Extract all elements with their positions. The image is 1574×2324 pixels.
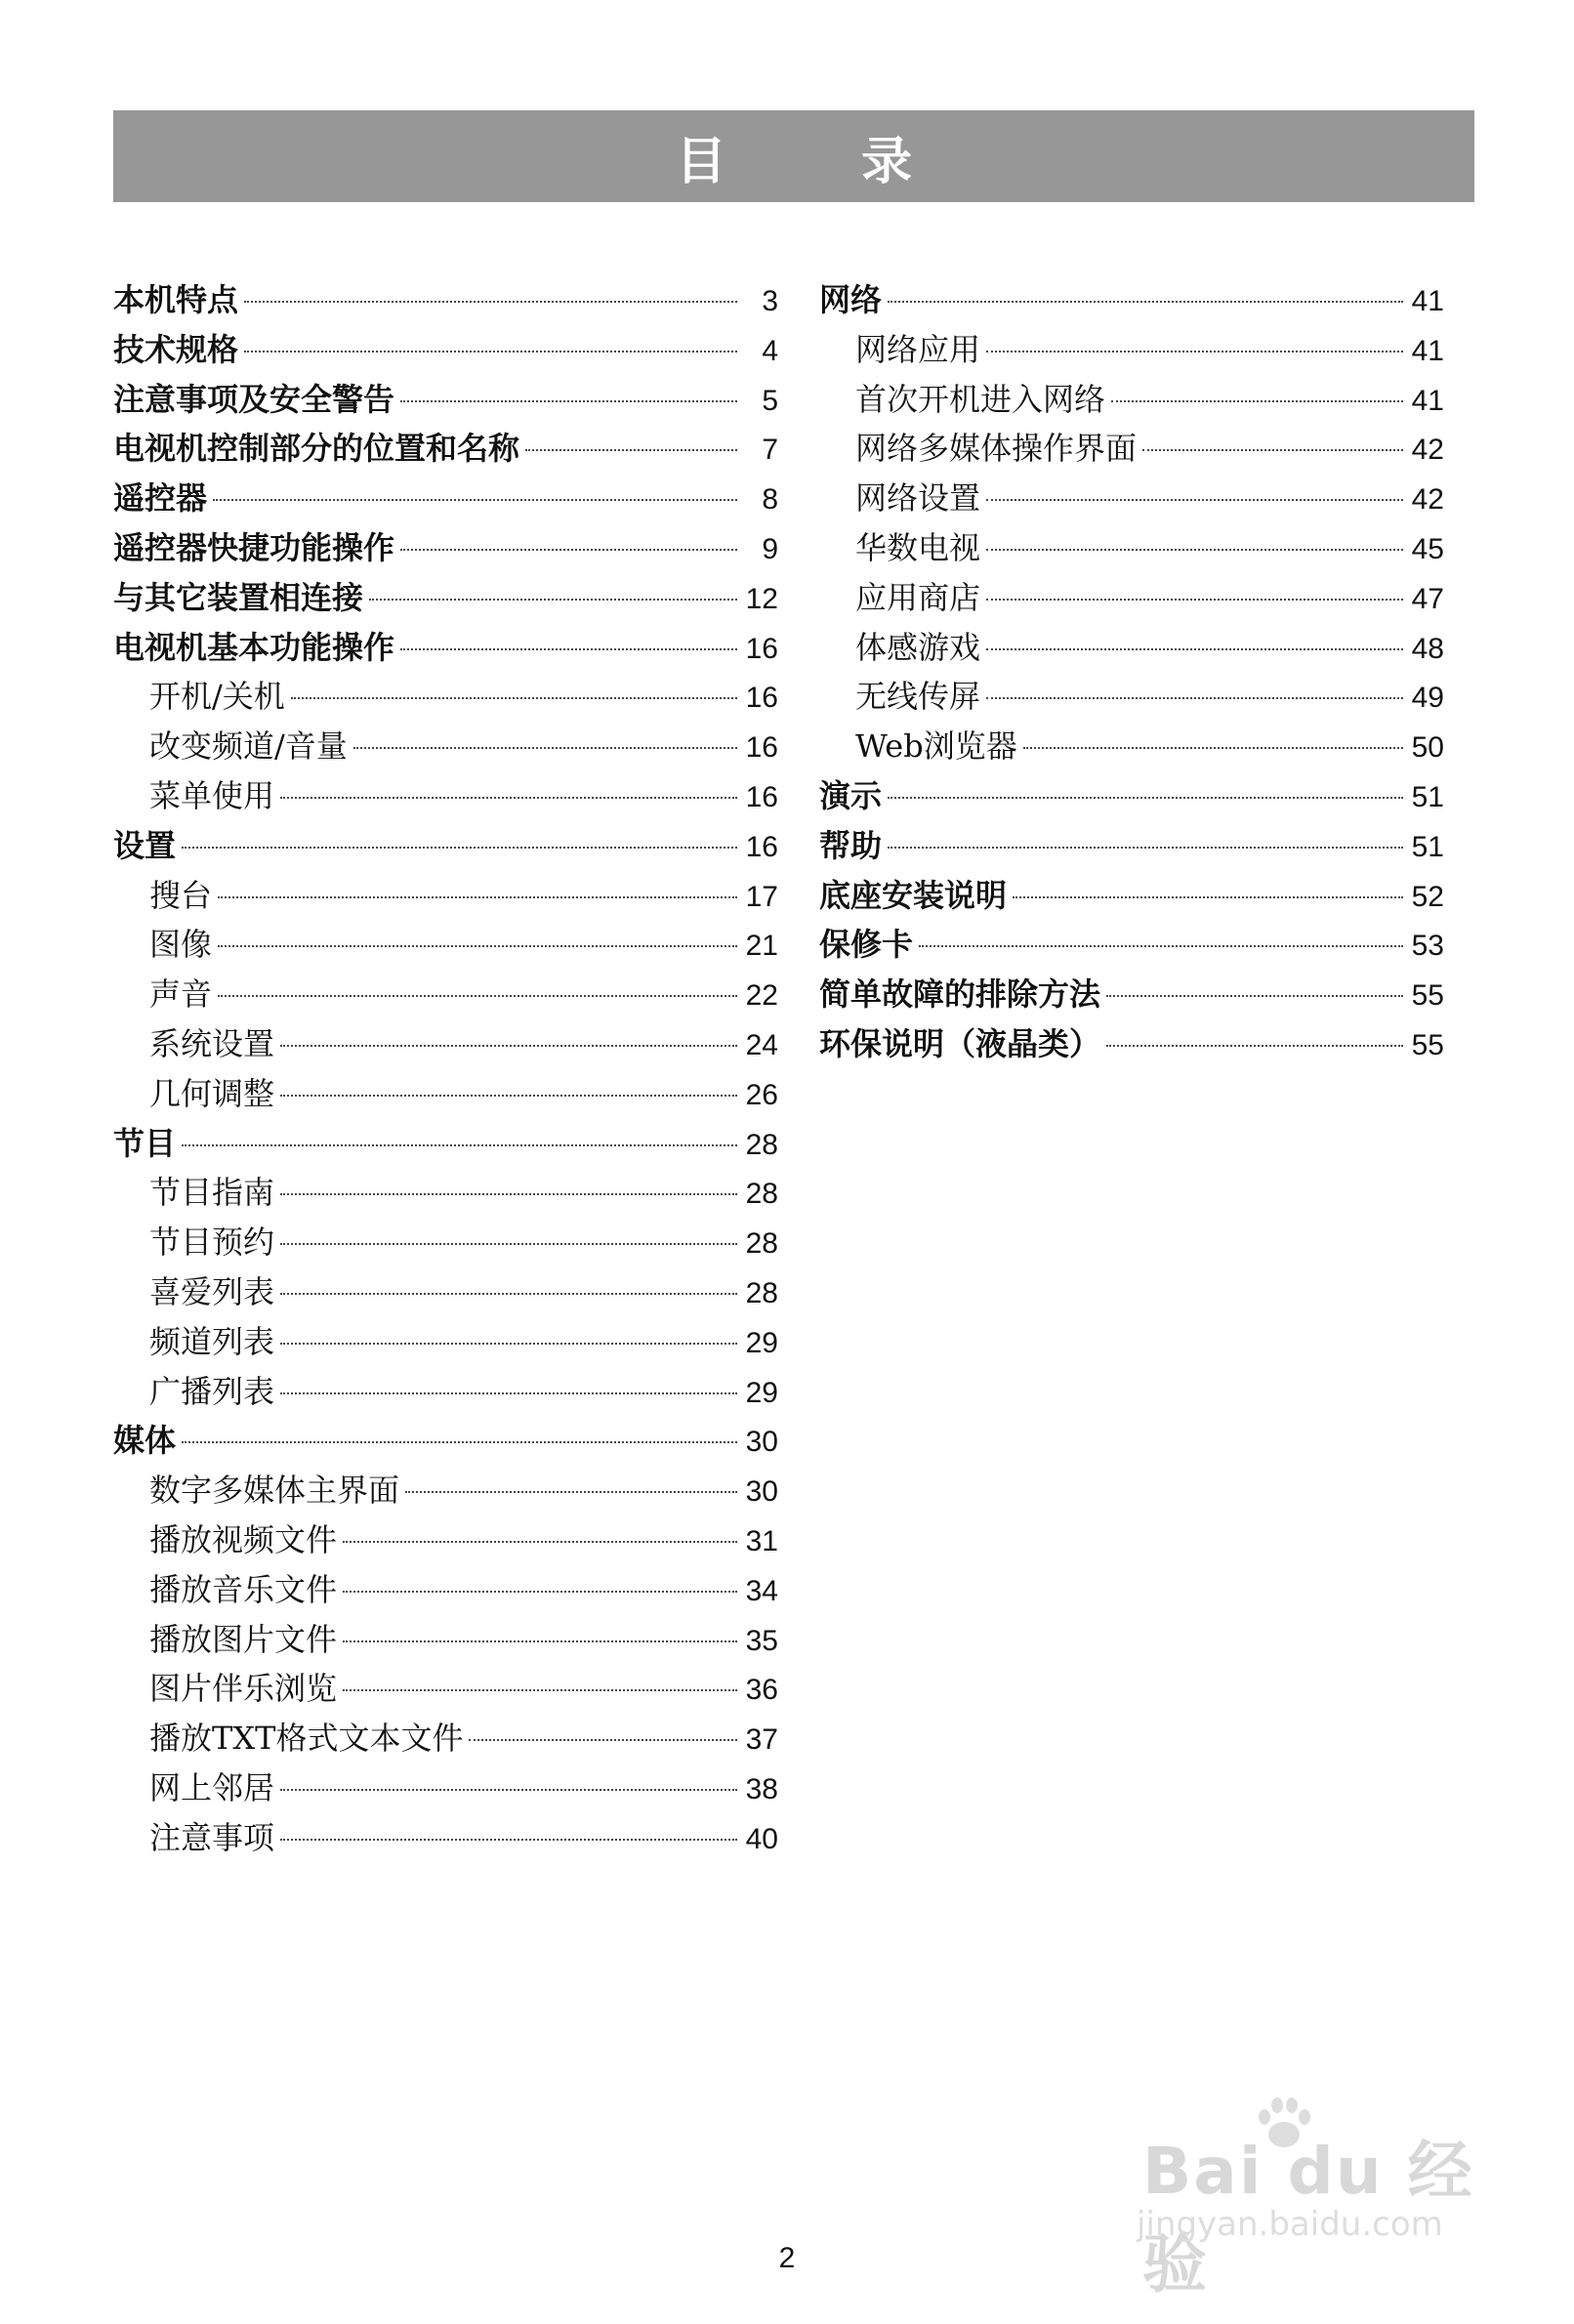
toc-entry[interactable] xyxy=(113,771,778,821)
toc-entry[interactable] xyxy=(113,375,778,425)
toc-entry-label: 声音 xyxy=(149,975,213,1014)
toc-entry-page: 30 xyxy=(745,1426,778,1459)
toc-entry-page: 26 xyxy=(745,1078,778,1111)
dot-leader xyxy=(244,301,737,303)
toc-entry[interactable] xyxy=(113,1466,778,1515)
toc-entry[interactable] xyxy=(113,821,778,871)
toc-entry-page: 28 xyxy=(745,1276,778,1309)
toc-entry-label: 图片伴乐浏览 xyxy=(149,1670,338,1708)
toc-entry[interactable] xyxy=(113,623,778,673)
toc-entry[interactable] xyxy=(113,325,778,375)
dot-leader xyxy=(280,1789,737,1791)
page-number: 2 xyxy=(778,2242,796,2274)
toc-entry-label: 无线传屏 xyxy=(855,678,981,716)
dot-leader xyxy=(1013,896,1403,898)
dot-leader xyxy=(1106,995,1403,997)
toc-entry-label: 改变频道/音量 xyxy=(149,727,348,766)
toc-entry-label: 电视机控制部分的位置和名称 xyxy=(113,430,520,468)
toc-entry-label: 遥控器快捷功能操作 xyxy=(113,528,395,566)
toc-entry[interactable] xyxy=(819,275,1444,325)
toc-entry-label: 数字多媒体主界面 xyxy=(149,1472,400,1510)
dot-leader xyxy=(888,847,1403,849)
toc-entry-page: 41 xyxy=(1411,334,1444,367)
toc-entry-page: 30 xyxy=(745,1475,778,1509)
page-title: 目 录 xyxy=(675,132,972,191)
toc-entry-label: 网络多媒体操作界面 xyxy=(855,430,1138,468)
toc-entry-page: 55 xyxy=(1411,979,1444,1013)
toc-entry-page: 3 xyxy=(762,285,778,317)
dot-leader xyxy=(469,1739,737,1741)
toc-entry-label: 喜爱列表 xyxy=(149,1272,275,1310)
toc-entry-label: 播放音乐文件 xyxy=(149,1570,338,1608)
dot-leader xyxy=(280,1045,737,1047)
toc-entry-label: 本机特点 xyxy=(113,281,239,318)
toc-entry[interactable] xyxy=(819,871,1444,921)
watermark-logo-text: Bai du 经验 xyxy=(1142,2134,1474,2302)
dot-leader xyxy=(280,1193,737,1195)
toc-entry[interactable] xyxy=(113,871,778,921)
toc-entry-page: 28 xyxy=(745,1227,778,1261)
toc-entry[interactable] xyxy=(819,375,1444,425)
dot-leader xyxy=(888,797,1403,799)
toc-entry-page: 40 xyxy=(745,1822,778,1855)
dot-leader xyxy=(343,1689,737,1691)
toc-entry[interactable] xyxy=(113,523,778,573)
dot-leader xyxy=(986,648,1403,650)
toc-left-column xyxy=(113,275,778,1863)
toc-entry[interactable] xyxy=(819,920,1444,970)
dot-leader xyxy=(280,1293,737,1295)
toc-entry-page: 36 xyxy=(745,1674,778,1707)
toc-entry[interactable] xyxy=(113,1069,778,1119)
toc-entry[interactable] xyxy=(819,424,1444,474)
toc-entry-label: 演示 xyxy=(819,776,883,814)
toc-entry[interactable] xyxy=(113,1168,778,1218)
toc-entry-page: 47 xyxy=(1411,582,1444,615)
toc-entry-label: 电视机基本功能操作 xyxy=(113,628,395,666)
dot-leader xyxy=(343,1591,737,1593)
toc-entry[interactable] xyxy=(113,1416,778,1466)
toc-entry[interactable] xyxy=(819,821,1444,871)
dot-leader xyxy=(280,797,737,799)
toc-entry[interactable] xyxy=(113,1664,778,1714)
toc-entry-page: 28 xyxy=(745,1178,778,1211)
toc-title-bar xyxy=(113,110,1474,202)
toc-entry-page: 5 xyxy=(762,384,778,417)
toc-entry[interactable] xyxy=(819,771,1444,821)
toc-entry[interactable] xyxy=(113,722,778,771)
dot-leader xyxy=(280,1839,737,1841)
dot-leader xyxy=(280,1392,737,1394)
toc-entry-page: 55 xyxy=(1411,1028,1444,1061)
toc-entry[interactable] xyxy=(113,1615,778,1665)
dot-leader xyxy=(986,499,1403,501)
toc-entry-page: 50 xyxy=(1411,731,1444,765)
dot-leader xyxy=(888,301,1403,303)
toc-entry-label: 节目 xyxy=(113,1124,177,1162)
toc-right-column xyxy=(819,275,1444,1069)
toc-entry-label: 搜台 xyxy=(149,876,213,914)
toc-entry-label: 网络 xyxy=(819,281,883,318)
dot-leader xyxy=(218,995,737,997)
toc-entry-page: 35 xyxy=(745,1624,778,1657)
toc-entry-page: 29 xyxy=(745,1326,778,1359)
toc-entry[interactable] xyxy=(113,1714,778,1764)
dot-leader xyxy=(182,847,737,849)
dot-leader xyxy=(218,896,737,898)
toc-entry-page: 28 xyxy=(745,1128,778,1161)
watermark-url: jingyan.baidu.com xyxy=(1137,2205,1443,2244)
toc-entry[interactable] xyxy=(819,970,1444,1019)
toc-entry[interactable] xyxy=(819,672,1444,722)
dot-leader xyxy=(1106,1045,1403,1047)
toc-entry-label: 应用商店 xyxy=(855,578,981,616)
toc-entry-page: 16 xyxy=(745,682,778,715)
toc-entry-page: 16 xyxy=(745,780,778,813)
toc-entry-label: 播放TXT格式文本文件 xyxy=(149,1720,464,1758)
dot-leader xyxy=(182,1144,737,1146)
dot-leader xyxy=(986,549,1403,551)
dot-leader xyxy=(400,648,737,650)
dot-leader xyxy=(986,599,1403,601)
toc-entry-label: 华数电视 xyxy=(855,528,981,566)
toc-entry[interactable] xyxy=(113,1119,778,1169)
dot-leader xyxy=(986,351,1403,353)
toc-entry[interactable] xyxy=(113,1019,778,1069)
toc-entry-label: 注意事项 xyxy=(149,1818,275,1856)
toc-entry-label: 与其它装置相连接 xyxy=(113,578,364,616)
dot-leader xyxy=(280,1343,737,1345)
dot-leader xyxy=(1023,747,1403,749)
dot-leader xyxy=(291,697,737,699)
dot-leader xyxy=(343,1541,737,1543)
dot-leader xyxy=(1142,449,1403,451)
toc-entry-page: 51 xyxy=(1411,780,1444,813)
toc-entry[interactable] xyxy=(113,573,778,623)
toc-entry-page: 31 xyxy=(745,1524,778,1557)
toc-entry[interactable] xyxy=(113,1367,778,1417)
toc-entry-label: 底座安装说明 xyxy=(819,876,1008,914)
toc-entry[interactable] xyxy=(113,970,778,1019)
toc-entry-label: 网上邻居 xyxy=(149,1768,275,1806)
toc-entry[interactable] xyxy=(113,1267,778,1317)
toc-entry-page: 7 xyxy=(762,434,778,467)
toc-entry[interactable] xyxy=(113,474,778,523)
toc-entry-label: 网络设置 xyxy=(855,479,981,518)
toc-entry-label: 保修卡 xyxy=(819,926,914,964)
toc-entry-page: 22 xyxy=(745,979,778,1013)
toc-entry[interactable] xyxy=(113,275,778,325)
toc-entry-page: 52 xyxy=(1411,880,1444,913)
toc-entry[interactable] xyxy=(113,1515,778,1565)
dot-leader xyxy=(400,549,737,551)
toc-entry-label: 开机/关机 xyxy=(149,678,285,716)
dot-leader xyxy=(405,1491,737,1493)
dot-leader xyxy=(353,747,737,749)
toc-entry-label: 首次开机进入网络 xyxy=(855,380,1106,418)
toc-entry-label: 体感游戏 xyxy=(855,628,981,666)
toc-entry-label: Web浏览器 xyxy=(855,727,1017,766)
toc-entry-label: 帮助 xyxy=(819,826,883,864)
toc-entry[interactable] xyxy=(113,1317,778,1367)
dot-leader xyxy=(218,945,737,947)
toc-entry-label: 遥控器 xyxy=(113,479,208,518)
toc-entry-page: 12 xyxy=(745,582,778,615)
toc-entry-page: 48 xyxy=(1411,632,1444,665)
toc-entry[interactable] xyxy=(113,1764,778,1813)
toc-entry-page: 53 xyxy=(1411,930,1444,963)
toc-entry-page: 49 xyxy=(1411,682,1444,715)
toc-entry-label: 图像 xyxy=(149,926,213,964)
toc-entry-page: 16 xyxy=(745,632,778,665)
dot-leader xyxy=(280,1243,737,1245)
dot-leader xyxy=(525,449,737,451)
toc-entry-page: 29 xyxy=(745,1376,778,1409)
toc-entry-label: 播放图片文件 xyxy=(149,1620,338,1658)
toc-entry-label: 系统设置 xyxy=(149,1024,275,1062)
baidu-watermark xyxy=(1123,2090,1513,2302)
toc-entry[interactable] xyxy=(819,325,1444,375)
toc-entry[interactable] xyxy=(819,474,1444,523)
dot-leader xyxy=(919,945,1403,947)
toc-entry[interactable] xyxy=(113,920,778,970)
toc-entry-label: 菜单使用 xyxy=(149,776,275,814)
toc-entry-page: 16 xyxy=(745,731,778,765)
toc-entry[interactable] xyxy=(113,1218,778,1267)
toc-entry-page: 37 xyxy=(745,1723,778,1757)
toc-entry-page: 8 xyxy=(762,483,778,517)
toc-entry-page: 24 xyxy=(745,1028,778,1061)
toc-entry[interactable] xyxy=(113,1813,778,1863)
toc-entry-label: 节目指南 xyxy=(149,1174,275,1212)
toc-entry-page: 41 xyxy=(1411,384,1444,417)
dot-leader xyxy=(986,697,1403,699)
toc-entry-page: 4 xyxy=(762,334,778,367)
dot-leader xyxy=(400,400,737,402)
toc-entry-page: 17 xyxy=(745,880,778,913)
dot-leader xyxy=(182,1441,737,1443)
toc-entry[interactable] xyxy=(113,1565,778,1615)
toc-entry-label: 媒体 xyxy=(113,1422,177,1460)
toc-entry-label: 环保说明（液晶类） xyxy=(819,1024,1101,1062)
toc-entry[interactable] xyxy=(113,672,778,722)
toc-entry[interactable] xyxy=(113,424,778,474)
dot-leader xyxy=(343,1640,737,1642)
toc-entry[interactable] xyxy=(819,523,1444,573)
toc-entry-label: 注意事项及安全警告 xyxy=(113,380,395,418)
toc-entry-page: 16 xyxy=(745,830,778,863)
toc-entry-label: 几何调整 xyxy=(149,1074,275,1112)
toc-entry-page: 51 xyxy=(1411,830,1444,863)
toc-entry-page: 38 xyxy=(745,1772,778,1805)
toc-entry-label: 设置 xyxy=(113,826,177,864)
toc-entry-label: 频道列表 xyxy=(149,1322,275,1360)
dot-leader xyxy=(213,499,737,501)
toc-entry-label: 播放视频文件 xyxy=(149,1520,338,1558)
toc-entry[interactable] xyxy=(819,1019,1444,1069)
toc-entry-label: 节目预约 xyxy=(149,1224,275,1262)
dot-leader xyxy=(369,599,737,601)
dot-leader xyxy=(280,1095,737,1097)
toc-entry-page: 9 xyxy=(762,532,778,565)
toc-entry-page: 34 xyxy=(745,1574,778,1607)
dot-leader xyxy=(1111,400,1403,402)
toc-entry[interactable] xyxy=(819,573,1444,623)
toc-entry-page: 42 xyxy=(1411,434,1444,467)
toc-entry[interactable] xyxy=(819,722,1444,771)
toc-entry-page: 41 xyxy=(1411,285,1444,317)
toc-entry-label: 广播列表 xyxy=(149,1372,275,1410)
toc-entry-label: 网络应用 xyxy=(855,330,981,368)
toc-entry-label: 技术规格 xyxy=(113,330,239,368)
toc-entry[interactable] xyxy=(819,623,1444,673)
toc-entry-page: 42 xyxy=(1411,483,1444,517)
toc-entry-page: 45 xyxy=(1411,532,1444,565)
toc-entry-page: 21 xyxy=(745,930,778,963)
dot-leader xyxy=(244,351,737,353)
toc-entry-label: 简单故障的排除方法 xyxy=(819,975,1101,1014)
